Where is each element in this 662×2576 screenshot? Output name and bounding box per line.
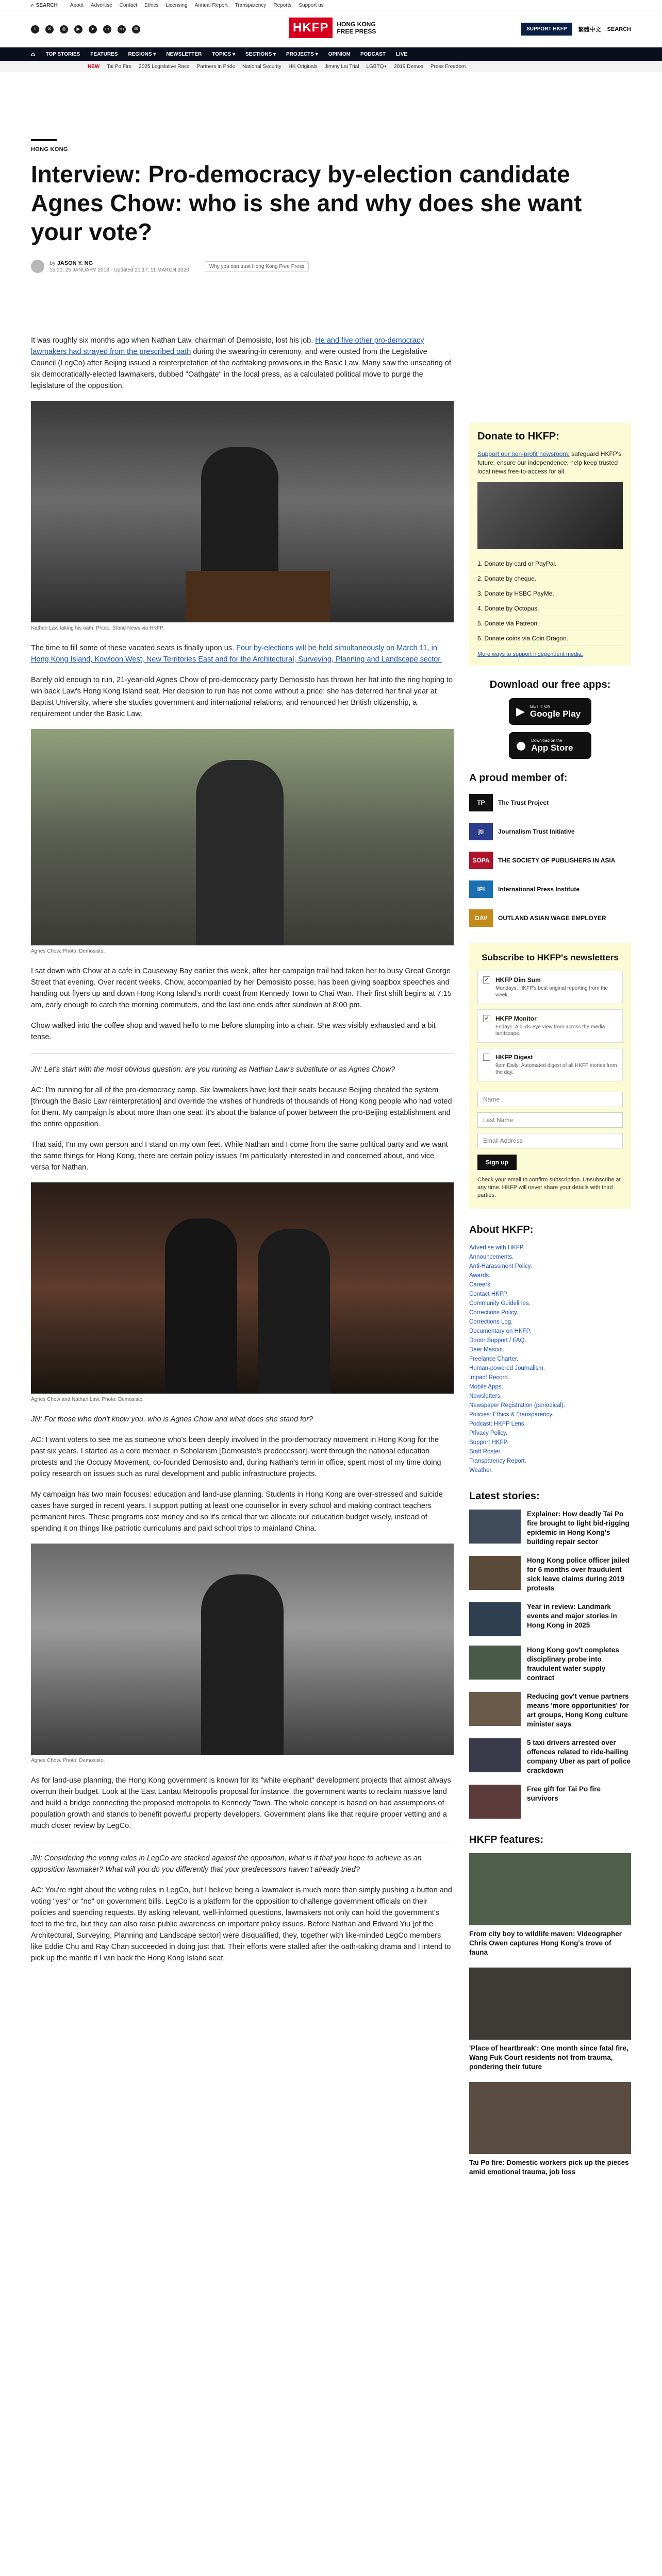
story-thumbnail[interactable] (469, 1646, 521, 1680)
about-link[interactable]: Staff Roster. (469, 1449, 502, 1455)
feature-title[interactable]: Tai Po fire: Domestic workers pick up the pieces amid emotional trauma, job loss (469, 2159, 629, 2176)
member-name: Journalism Trust Initiative (498, 828, 575, 835)
sidebar (469, 422, 631, 2187)
newsletter-options (477, 971, 623, 1081)
about-link[interactable]: Donor Support / FAQ. (469, 1337, 526, 1344)
site-logo[interactable] (289, 18, 376, 38)
support-hkfp-button[interactable]: SUPPORT HKFP (521, 23, 572, 36)
name-input[interactable] (477, 1092, 623, 1107)
photo-3-caption: Agnes Chow and Nathan Law. Photo: Demosisto. (31, 1397, 144, 1402)
utility-link[interactable]: Contact (119, 3, 138, 8)
google-play-small: GET IT ON (529, 704, 551, 709)
utility-bar (0, 0, 662, 11)
article-photo-3 (31, 1182, 454, 1394)
about-link[interactable]: Freelance Charter. (469, 1356, 519, 1362)
story-item[interactable] (469, 1692, 631, 1729)
play-icon: ▶ (516, 705, 525, 718)
trending-link[interactable]: National Security (242, 63, 282, 70)
newsletter-option-title: HKFP Monitor (495, 1015, 537, 1022)
site-header (0, 11, 662, 47)
donate-more-link[interactable]: More ways to support independent media. (477, 651, 583, 657)
member-logo: SOPA (469, 852, 493, 869)
header-search-link[interactable]: SEARCH (607, 26, 631, 32)
member-name: International Press Institute (498, 886, 580, 893)
nav-item[interactable]: PROJECTS ▾ (286, 51, 318, 57)
article-section[interactable]: HONG KONG (31, 146, 68, 152)
donate-option[interactable]: 4. Donate by Octopus. (477, 601, 623, 616)
email-icon[interactable]: ✉ (132, 25, 140, 33)
about-link[interactable]: Mobile Apps. (469, 1384, 503, 1390)
about-link[interactable]: Careers. (469, 1282, 492, 1288)
member-name: THE SOCIETY OF PUBLISHERS IN ASIA (498, 857, 616, 864)
member-org[interactable] (469, 878, 631, 901)
donate-option[interactable]: 2. Donate by cheque. (477, 571, 623, 586)
social-icons (31, 25, 140, 33)
feature-stories (469, 1853, 631, 2177)
trending-link[interactable]: LGBTQ+ (366, 63, 387, 70)
utility-link[interactable]: Ethics (144, 3, 159, 8)
member-org[interactable] (469, 849, 631, 872)
utility-link[interactable]: About (70, 3, 84, 8)
signup-button[interactable]: Sign up (477, 1155, 517, 1170)
utility-search-label: SEARCH (36, 3, 58, 8)
story-thumbnail[interactable] (469, 1785, 521, 1819)
donate-title: Donate to HKFP: (477, 431, 559, 442)
donate-text (477, 450, 623, 476)
logo-line-1: HONG KONG (337, 21, 376, 28)
answer-2b: My campaign has two main focuses: education and land-use planning. Students in Hong Kong are over-stressed and suicide cases have surged in recent years. I support putting at least one counsellor in every school and making contract teachers permanent hires. These programs cost money and so it's critical that we allocate our education budget wisely, instead of spending it on things like patriotic curriculums and paid school trips to mainland China. (31, 1490, 443, 1533)
trending-link[interactable]: Partners in Pride (196, 63, 236, 70)
about-link[interactable]: Podcast: HKFP Lens. (469, 1421, 526, 1427)
newsletter-option[interactable] (477, 971, 623, 1004)
email-input[interactable] (477, 1133, 623, 1148)
trending-link[interactable]: Tai Po Fire (107, 63, 132, 70)
byline-text (49, 260, 189, 273)
utility-link[interactable]: Reports (273, 3, 292, 8)
article-dates: 15:00, 25 JANUARY 2018 · Updated 21:17, 11 MARCH 2020 (49, 267, 189, 273)
article-headline: Interview: Pro-democracy by-election candidate Agnes Chow: who is she and why does she want your vote? (31, 161, 582, 245)
utility-link[interactable]: Annual Report (194, 3, 228, 8)
story-item[interactable] (469, 1602, 631, 1636)
google-play-text (530, 704, 581, 719)
about-title: About HKFP: (469, 1224, 534, 1235)
about-link[interactable]: Weather. (469, 1467, 493, 1473)
trending-link[interactable]: HK Originals (288, 63, 318, 70)
newsletter-option-text (495, 976, 617, 998)
donate-option[interactable]: 5. Donate via Patreon. (477, 616, 623, 631)
trending-link[interactable]: 2019 Demos (394, 63, 423, 70)
article-photo-2 (31, 729, 454, 945)
newsletter-option-title: HKFP Dim Sum (495, 976, 541, 984)
trending-link[interactable]: Jimmy Lai Trial (324, 63, 359, 70)
about-link[interactable]: Human-powered Journalism. (469, 1365, 545, 1371)
article-photo-1 (31, 401, 454, 622)
divider (31, 1053, 454, 1054)
donate-option[interactable]: 1. Donate by card or PayPal. (477, 556, 623, 571)
about-link[interactable]: Newsletters. (469, 1393, 502, 1399)
story-title[interactable]: 5 taxi drivers arrested over offences related to ride-hailing company Uber as part of police crackdown (527, 1739, 631, 1774)
utility-search[interactable] (31, 3, 58, 8)
newsletter-option-desc: Mondays: HKFP's best original reporting from the week. (495, 986, 608, 998)
main-nav (0, 47, 662, 61)
author-name[interactable]: JASON Y. NG (57, 260, 93, 266)
home-icon[interactable]: ⌂ (31, 50, 36, 58)
story-thumbnail[interactable] (469, 1692, 521, 1726)
newsletter-option-desc: Fridays: A birds-eye view from across the media landscape. (495, 1024, 605, 1037)
newsletter-note: Check your email to confirm subscription. Unsubscribe at any time. HKFP will never share your details with third parties. (477, 1177, 621, 1198)
newsletter-checkbox[interactable]: ✓ (483, 1015, 490, 1022)
last-name-input[interactable] (477, 1112, 623, 1128)
facebook-icon[interactable]: f (31, 25, 39, 33)
answer-2c: As for land-use planning, the Hong Kong government is known for its "white elephant" development projects that almost always overrun their budget. Look at the East Lantau Metropolis proposal for instance: the government wants to reclaim massive land and build a bridge connecting the proposed metropolis to Kennedy Town. The whole concept is based on bad assumptions of population growth and stands to benefit powerful property developers. Government plans like that require proper vetting and a much closer review by LegCo. (31, 1776, 451, 1830)
about-link[interactable]: Corrections Log. (469, 1319, 513, 1325)
question-2: JN: For those who don't know you, who is Agnes Chow and what does she stand for? (31, 1415, 313, 1423)
app-store-big: App Store (531, 742, 573, 753)
member-name: The Trust Project (498, 799, 549, 806)
byline-prefix: by (49, 260, 56, 266)
article-header (31, 139, 631, 273)
newsletter-option[interactable] (477, 1048, 623, 1081)
photo-figure (196, 760, 284, 945)
story-item[interactable] (469, 1646, 631, 1683)
trust-hkfp-button[interactable]: Why you can trust Hong Kong Free Press (205, 261, 309, 272)
about-link[interactable]: Contact HKFP. (469, 1291, 508, 1297)
member-title: A proud member of: (469, 772, 568, 784)
newsletter-option-text (495, 1054, 617, 1076)
latest-title: Latest stories: (469, 1490, 540, 1502)
about-link[interactable]: Announcements. (469, 1254, 514, 1260)
member-logo: OAV (469, 909, 493, 927)
feature-image[interactable] (469, 2082, 631, 2154)
about-link[interactable]: Impact Record. (469, 1375, 509, 1381)
question-1: JN: Let's start with the most obvious question: are you running as Nathan Law's substitute or as Agnes Chow? (31, 1065, 395, 1074)
newsletter-box (469, 943, 631, 1209)
about-link[interactable]: Awards. (469, 1273, 491, 1279)
about-link[interactable]: Deer Mascot. (469, 1347, 505, 1353)
newsletter-checkbox[interactable]: ✓ (483, 976, 490, 984)
utility-link[interactable]: Advertise (90, 3, 112, 8)
about-link[interactable]: Transparency Report. (469, 1458, 526, 1464)
feature-title[interactable]: 'Place of heartbreak': One month since fatal fire, Wang Fuk Court residents not from trauma, pondering their future (469, 2044, 628, 2071)
member-org[interactable] (469, 791, 631, 814)
by-election-link[interactable]: Four by-elections will be held simultaneously on March 11, in Hong Kong Island, Kowloon West, New Territories East and for the Architectural, Surveying, Planning and Landscape sector. (31, 644, 442, 664)
youtube-icon[interactable]: ▶ (74, 25, 82, 33)
apple-icon: ● (516, 739, 526, 752)
byline (31, 260, 631, 273)
paragraph-5: Chow walked into the coffee shop and waved hello to me before slumping into a chair. She was visibly exhausted and a bit tense. (31, 1022, 436, 1041)
linkedin-icon[interactable]: in (103, 25, 111, 33)
story-title[interactable]: Year in review: Landmark events and major stories in Hong Kong in 2025 (527, 1603, 617, 1629)
mastodon-icon[interactable]: m (118, 25, 126, 33)
oath-link[interactable]: He and five other pro-democracy lawmakers had strayed from the prescribed oath (31, 336, 424, 356)
nav-item[interactable]: PODCAST (360, 51, 386, 57)
member-logo: TP (469, 794, 493, 811)
question-3: JN: Considering the voting rules in LegCo are stacked against the opposition, what is it that you hope to achieve as an opposition lawmaker? What will you do you differently that your predecessors haven't already tried? (31, 1854, 422, 1874)
paragraph-3: Barely old enough to run, 21-year-old Agnes Chow of pro-democracy party Demosisto has thrown her hat into the ring hoping to win back Law's Hong Kong Island seat. Her decision to run has not come without a price: she has deferred her final year at Baptist University, where she studies government and international relations, and renounced her British citizenship, a requirement under the Basic Law. (31, 676, 453, 718)
donate-box (469, 422, 631, 666)
logo-mark: HKFP (289, 18, 333, 38)
answer-1: AC: I'm running for all of the pro-democracy camp. Six lawmakers have lost their seats because Beijing cheated the system [through the Basic Law reinterpretation] and override the wishes of hundreds of thousands of Hong Kong people who had voted for them. My campaign is about more than one seat: it's about the balance of power between the pro-Beijing establishment and the entire opposition. (31, 1086, 452, 1128)
photo-figure (201, 447, 278, 581)
paragraph-4: I sat down with Chow at a cafe in Causeway Bay earlier this week, after her campaign trail had taken her to busy Great George Street that evening. Over recent weeks, Chow, accompanied by her Demosisto posse, has been giving soapbox speeches and handing out flyers up and down Hong Kong Island's north coast from Kennedy Town to Chai Wan. Their first shift begins at 7:15 am, early enough to catch the morning commuters, and the last one ends after sundown at 8:00 pm. (31, 967, 452, 1009)
p2-text-start: The time to fill some of these vacated seats is finally upon us. (31, 644, 237, 652)
trending-link[interactable]: 2025 Legislative Race (139, 63, 190, 70)
about-link[interactable]: Advertise with HKFP. (469, 1245, 525, 1251)
author-avatar (31, 260, 44, 273)
story-item[interactable] (469, 1556, 631, 1593)
photo-1-caption: Nathan Law taking his oath. Photo: Stand News via HKFP. (31, 625, 164, 631)
about-link[interactable]: Newspaper Registration (periodical). (469, 1402, 565, 1409)
nav-item[interactable]: REGIONS ▾ (128, 51, 156, 57)
member-list (469, 791, 631, 929)
logo-line-2: FREE PRESS (337, 28, 376, 35)
about-link[interactable]: Support HKFP. (469, 1439, 508, 1446)
newsletter-title: Subscribe to HKFP's newsletters (482, 953, 619, 962)
story-title[interactable]: Hong Kong gov't completes disciplinary probe into fraudulent water supply contract (527, 1646, 619, 1682)
about-link[interactable]: Documentary on HKFP. (469, 1328, 531, 1334)
nav-item[interactable]: TOPICS ▾ (212, 51, 236, 57)
search-icon: ⌕ (31, 3, 34, 8)
app-store-text (531, 738, 573, 753)
paragraph-2 (31, 642, 454, 665)
features-title: HKFP features: (469, 1834, 544, 1845)
utility-links (70, 3, 324, 8)
about-link[interactable]: Corrections Policy. (469, 1310, 519, 1316)
donate-link[interactable]: Support our non-profit newsroom: (477, 450, 570, 457)
utility-link[interactable]: Transparency (235, 3, 267, 8)
photo-4-caption: Agnes Chow. Photo: Demosisto. (31, 1758, 105, 1764)
member-logo: IPI (469, 880, 493, 898)
member-org[interactable] (469, 820, 631, 843)
nav-item[interactable]: FEATURES (90, 51, 118, 57)
newsletter-option-desc: 9pm Daily: Automated digest of all HKFP stories from the day. (495, 1063, 617, 1075)
photo-2-caption: Agnes Chow. Photo: Demosisto. (31, 948, 105, 954)
story-thumbnail[interactable] (469, 1602, 521, 1636)
p1-text-start: It was roughly six months ago when Nathan Law, chairman of Demosisto, lost his job. (31, 336, 316, 345)
telegram-icon[interactable]: ➤ (89, 25, 97, 33)
answer-3: AC: You're right about the voting rules in LegCo, but I believe being a lawmaker is much more than simply pushing a button and voting "yes" or "no" on government bills. LegCo is a platform for the opposition to challenge government officials on their policies and spending requests. By asking relevant, well-informed questions, lawmakers not only can hold the government's feet to the fire, but they can also raise public awareness on important policy issues. Before Nathan and Edward Yiu [of the Architectural, Surveying, Planning and Landscape sector] were disqualified, they, together with like-minded LegCo members like Eddie Chu and Ray Chan succeeded in doing just that. Their efforts were stalled after the oath-taking drama and I intend to pick up the mantle if I win back the Hong Kong Island seat. (31, 1886, 452, 1962)
story-thumbnail[interactable] (469, 1556, 521, 1590)
instagram-icon[interactable]: ◎ (60, 25, 68, 33)
utility-link[interactable]: Support us (299, 3, 324, 8)
feature-image[interactable] (469, 1968, 631, 2040)
logo-wordmark (337, 21, 376, 35)
about-link[interactable]: Policies: Ethics & Transparency. (469, 1412, 554, 1418)
trending-new-label: NEW (88, 63, 100, 70)
newsletter-option[interactable] (477, 1009, 623, 1043)
app-store-button[interactable] (509, 732, 591, 759)
newsletter-option-text (495, 1015, 617, 1037)
story-item[interactable] (469, 1785, 631, 1819)
nav-item[interactable]: SECTIONS ▾ (245, 51, 276, 57)
article-photo-4 (31, 1544, 454, 1755)
p1-text-end: during the swearing-in ceremony, and were ousted from the Legislative Council (LegCo) after Beijing issued a reinterpretation of the oathtaking provisions in the Basic Law. Many saw the unseating of six democratically-elected lawmakers, dubbed "Oathgate" in the local press, as a calculated political move to purge the legislature of the opposition. (31, 348, 451, 390)
google-play-button[interactable] (509, 698, 591, 725)
article-body (31, 335, 454, 1973)
twitter-icon[interactable]: ✕ (45, 25, 54, 33)
member-logo: jti (469, 823, 493, 840)
story-title[interactable]: Reducing gov't venue partners means 'more opportunities' for art groups, Hong Kong culture minister says (527, 1692, 629, 1728)
trending-link[interactable]: Press Freedom (430, 63, 466, 70)
donate-options (477, 556, 623, 646)
feature-image[interactable] (469, 1853, 631, 1925)
app-store-small: Download on the (531, 738, 562, 743)
nav-item[interactable]: LIVE (395, 51, 408, 57)
donate-desc: safeguard HKFP's future, ensure our independence, help keep trusted local news free-to-access for all. (477, 450, 622, 475)
nav-item[interactable]: OPINION (328, 51, 350, 57)
newsletter-option-title: HKFP Digest (495, 1054, 533, 1061)
story-title[interactable]: Free gift for Tai Po fire survivors (527, 1785, 601, 1802)
utility-link[interactable]: Licensing (166, 3, 188, 8)
about-link[interactable]: Community Guidelines. (469, 1300, 531, 1307)
photo-figure (201, 1574, 284, 1755)
photo-figure (258, 1229, 330, 1394)
section-rule (31, 139, 57, 141)
paragraph-1 (31, 335, 454, 392)
trending-bar (0, 61, 662, 72)
google-play-big: Google Play (529, 708, 581, 719)
donate-image (477, 482, 623, 549)
donate-option[interactable]: 6. Donate coins via Coin Dragon. (477, 631, 623, 646)
story-thumbnail[interactable] (469, 1738, 521, 1772)
photo-figure (165, 1218, 237, 1394)
nav-item[interactable]: TOP STORIES (45, 51, 80, 57)
about-link[interactable]: Privacy Policy. (469, 1430, 507, 1436)
member-org[interactable] (469, 907, 631, 929)
story-title[interactable]: Hong Kong police officer jailed for 6 months over fraudulent sick leave claims during 2019 protests (527, 1556, 630, 1592)
latest-stories (469, 1510, 631, 1819)
story-item[interactable] (469, 1510, 631, 1547)
answer-2: AC: I want voters to see me as someone who's been deeply involved in the pro-democracy movement in Hong Kong for the past six years. I started as a core member in Scholarism [Demosisto's predecessor], went through the national education protests and the Occupy Movement, co-founded Demosisto and, during Nathan's term in office, spent most of my time doing policy research on issues such as rural development and public infrastructure projects. (31, 1436, 441, 1478)
header-actions (521, 23, 631, 36)
feature-title[interactable]: From city boy to wildlife maven: Videographer Chris Owen captures Hong Kong's trove of fauna (469, 1930, 622, 1956)
story-title[interactable]: Explainer: How deadly Tai Po fire brought to light bid-rigging epidemic in Hong Kong's building repair sector (527, 1510, 630, 1546)
story-thumbnail[interactable] (469, 1510, 521, 1544)
nav-item[interactable]: NEWSLETTER (166, 51, 202, 57)
newsletter-checkbox[interactable] (483, 1054, 490, 1061)
member-name: OUTLAND ASIAN WAGE EMPLOYER (498, 914, 606, 922)
language-link[interactable]: 繁體中文 (578, 26, 601, 33)
photo-podium (186, 571, 330, 622)
about-link[interactable]: Anti-Harassment Policy. (469, 1263, 532, 1269)
story-item[interactable] (469, 1738, 631, 1775)
apps-title: Download our free apps: (489, 679, 611, 690)
answer-1b: That said, I'm my own person and I stand on my own feet. While Nathan and I come from the same political party and we want the same things for Hong Kong, there are certain policy issues I'm particularly interested in and concerned about, and vice versa for Nathan. (31, 1141, 448, 1172)
donate-option[interactable]: 3. Donate by HSBC PayMe. (477, 586, 623, 601)
about-links (469, 1243, 631, 1475)
